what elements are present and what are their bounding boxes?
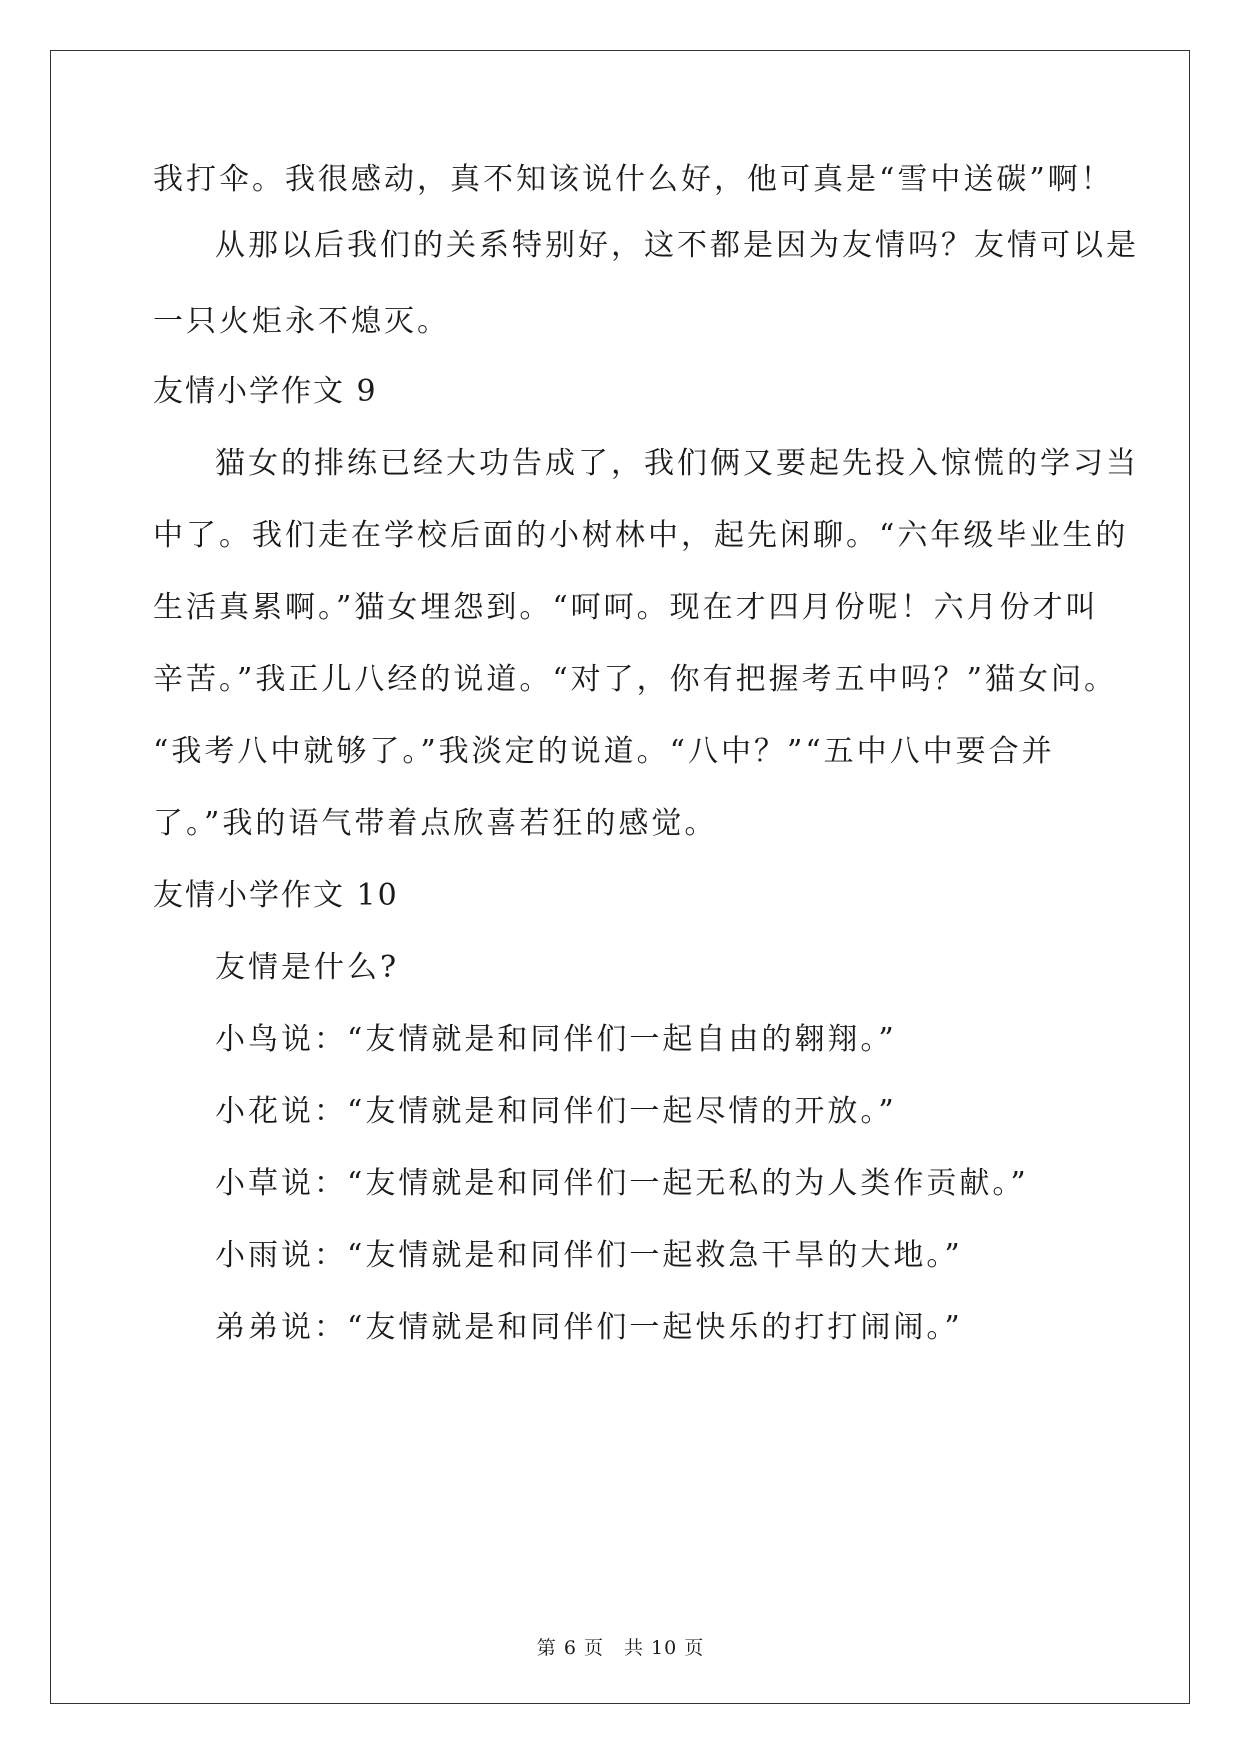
section-heading: 友情小学作文 10	[153, 878, 399, 913]
paragraph-line: 弟弟说：“友情就是和同伴们一起快乐的打打闹闹。”	[215, 1310, 963, 1345]
paragraph-line: 小草说：“友情就是和同伴们一起无私的为人类作贡献。”	[215, 1166, 1029, 1201]
paragraph-line: 友情是什么?	[215, 950, 400, 985]
paragraph-line: 从那以后我们的关系特别好，这不都是因为友情吗？友情可以是	[215, 228, 1139, 263]
text-line: 了。”我的语气带着点欣喜若狂的感觉。	[153, 806, 718, 841]
text-line: 一只火炬永不熄灭。	[153, 304, 450, 339]
section-heading: 友情小学作文 9	[153, 374, 378, 409]
paragraph-line: 小花说：“友情就是和同伴们一起尽情的开放。”	[215, 1094, 897, 1129]
text-line: 辛苦。”我正儿八经的说道。“对了，你有把握考五中吗？”猫女问。	[153, 662, 1118, 697]
text-line: 生活真累啊。”猫女埋怨到。“呵呵。现在才四月份呢！六月份才叫	[153, 590, 1099, 625]
page-number: 第 6 页 共 10 页	[536, 1637, 705, 1659]
paragraph-line: 小鸟说：“友情就是和同伴们一起自由的翱翔。”	[215, 1022, 897, 1057]
text-line: “我考八中就够了。”我淡定的说道。“八中？”“五中八中要合并	[153, 734, 1055, 769]
text-line: 中了。我们走在学校后面的小树林中，起先闲聊。“六年级毕业生的	[153, 518, 1129, 553]
text-line: 我打伞。我很感动，真不知该说什么好，他可真是“雪中送碳”啊！	[153, 162, 1114, 197]
paragraph-line: 猫女的排练已经大功告成了，我们俩又要起先投入惊慌的学习当	[215, 446, 1139, 481]
paragraph-line: 小雨说：“友情就是和同伴们一起救急干旱的大地。”	[215, 1238, 963, 1273]
